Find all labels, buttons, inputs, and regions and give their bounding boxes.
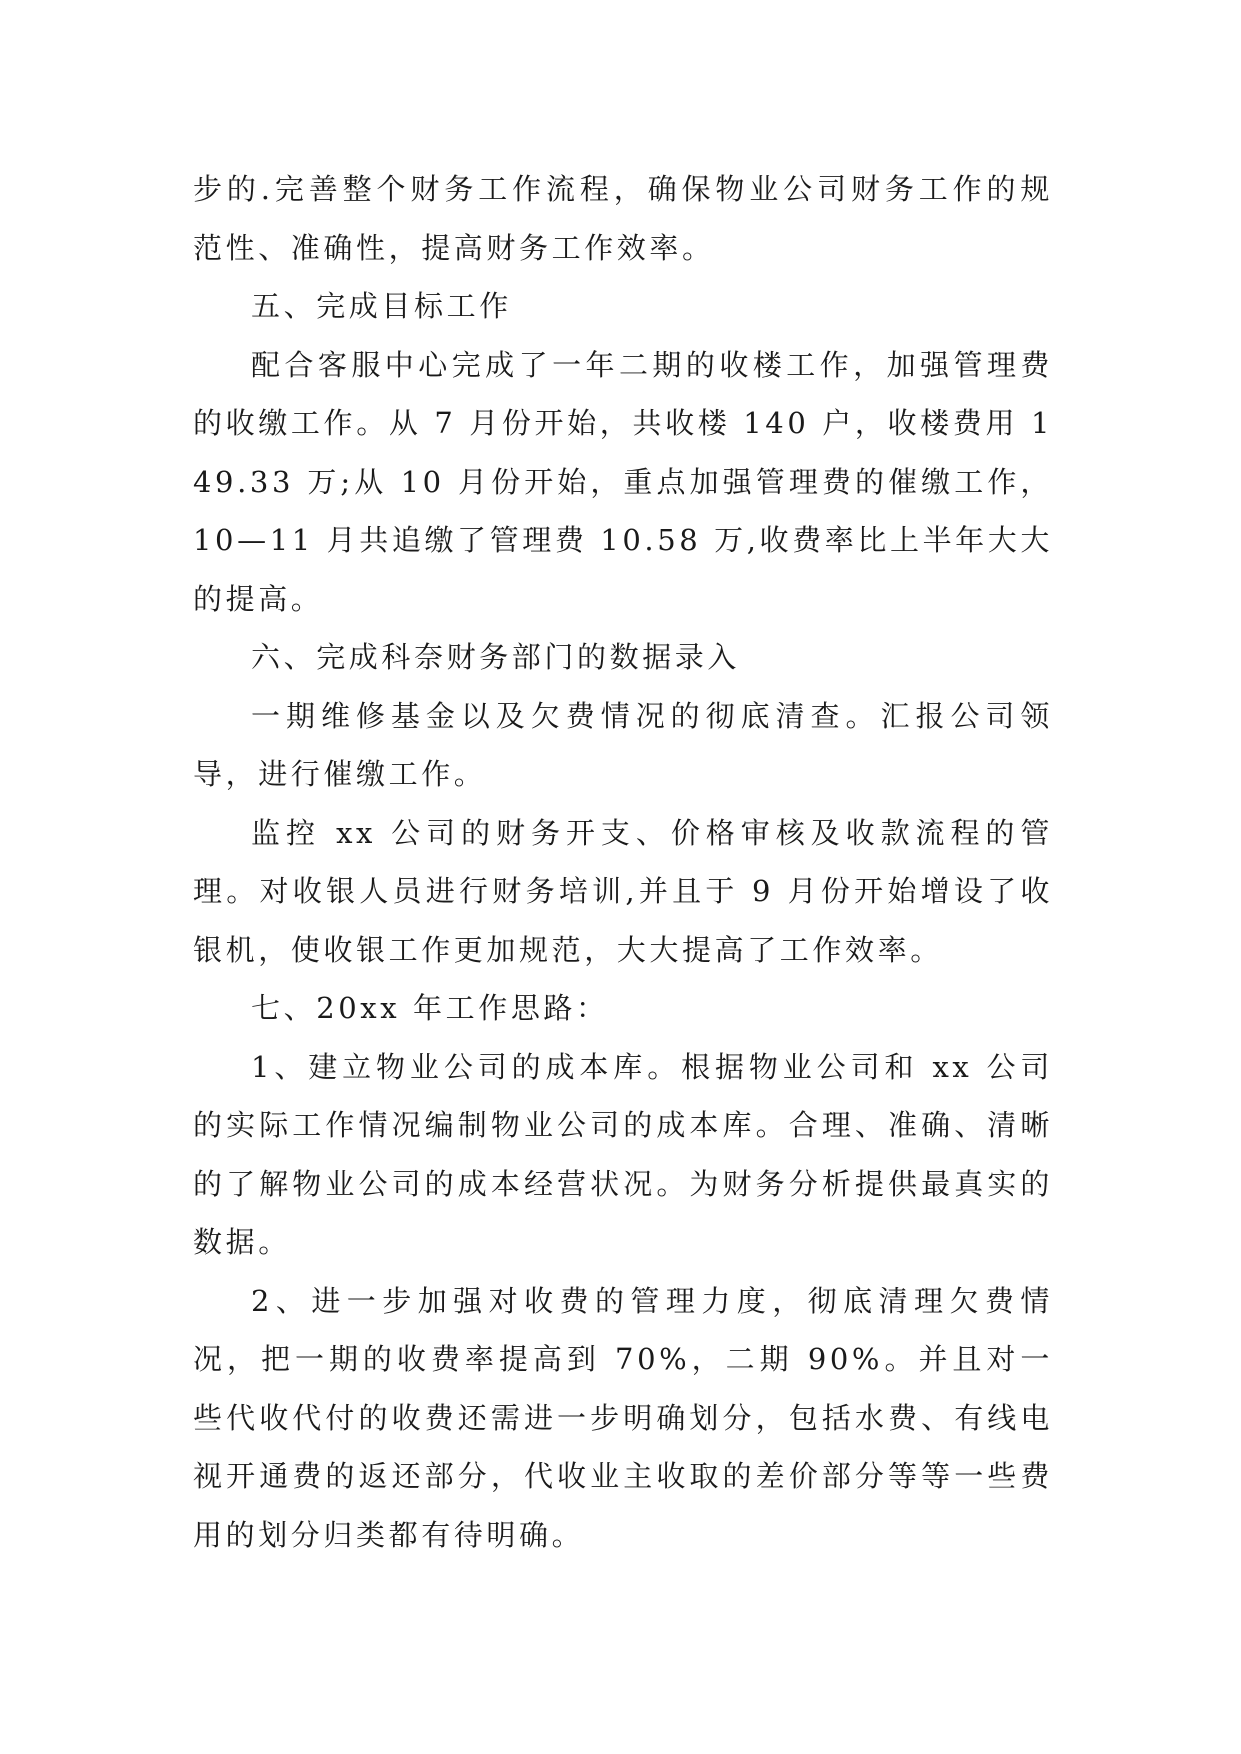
document-body [193,160,1053,1564]
paragraph-continuation: 步的.完善整个财务工作流程，确保物业公司财务工作的规范性、准确性，提高财务工作效率。 [193,172,1053,265]
section-heading-6: 六、完成科奈财务部门的数据录入 [251,640,741,674]
section-heading-5: 五、完成目标工作 [251,289,512,323]
section-heading-7: 七、20xx 年工作思路： [251,991,609,1025]
paragraph-maintenance-fund: 一期维修基金以及欠费情况的彻底清查。汇报公司领导，进行催缴工作。 [193,698,1053,791]
paragraph-plan-item-2: 2、进一步加强对收费的管理力度，彻底清理欠费情况，把一期的收费率提高到 70%，二期 90%。并且对一些代收代付的收费还需进一步明确划分，包括水费、有线电视开通费的返还部分，代收业主收取的差价部分等等一些费用的划分归类都有待明确。 [193,1283,1053,1552]
paragraph-fee-collection: 配合客服中心完成了一年二期的收楼工作，加强管理费的收缴工作。从 7 月份开始，共收楼 140 户，收楼费用 149.33 万;从 10 月份开始，重点加强管理费的催缴工作，10—11 月共追缴了管理费 10.58 万,收费率比上半年大大的提高。 [193,347,1053,616]
paragraph-plan-item-1: 1、建立物业公司的成本库。根据物业公司和 xx 公司的实际工作情况编制物业公司的成本库。合理、准确、清晰的了解物业公司的成本经营状况。为财务分析提供最真实的数据。 [193,1049,1053,1259]
paragraph-cashier-monitoring: 监控 xx 公司的财务开支、价格审核及收款流程的管理。对收银人员进行财务培训,并且于 9 月份开始增设了收银机，使收银工作更加规范，大大提高了工作效率。 [193,815,1053,967]
